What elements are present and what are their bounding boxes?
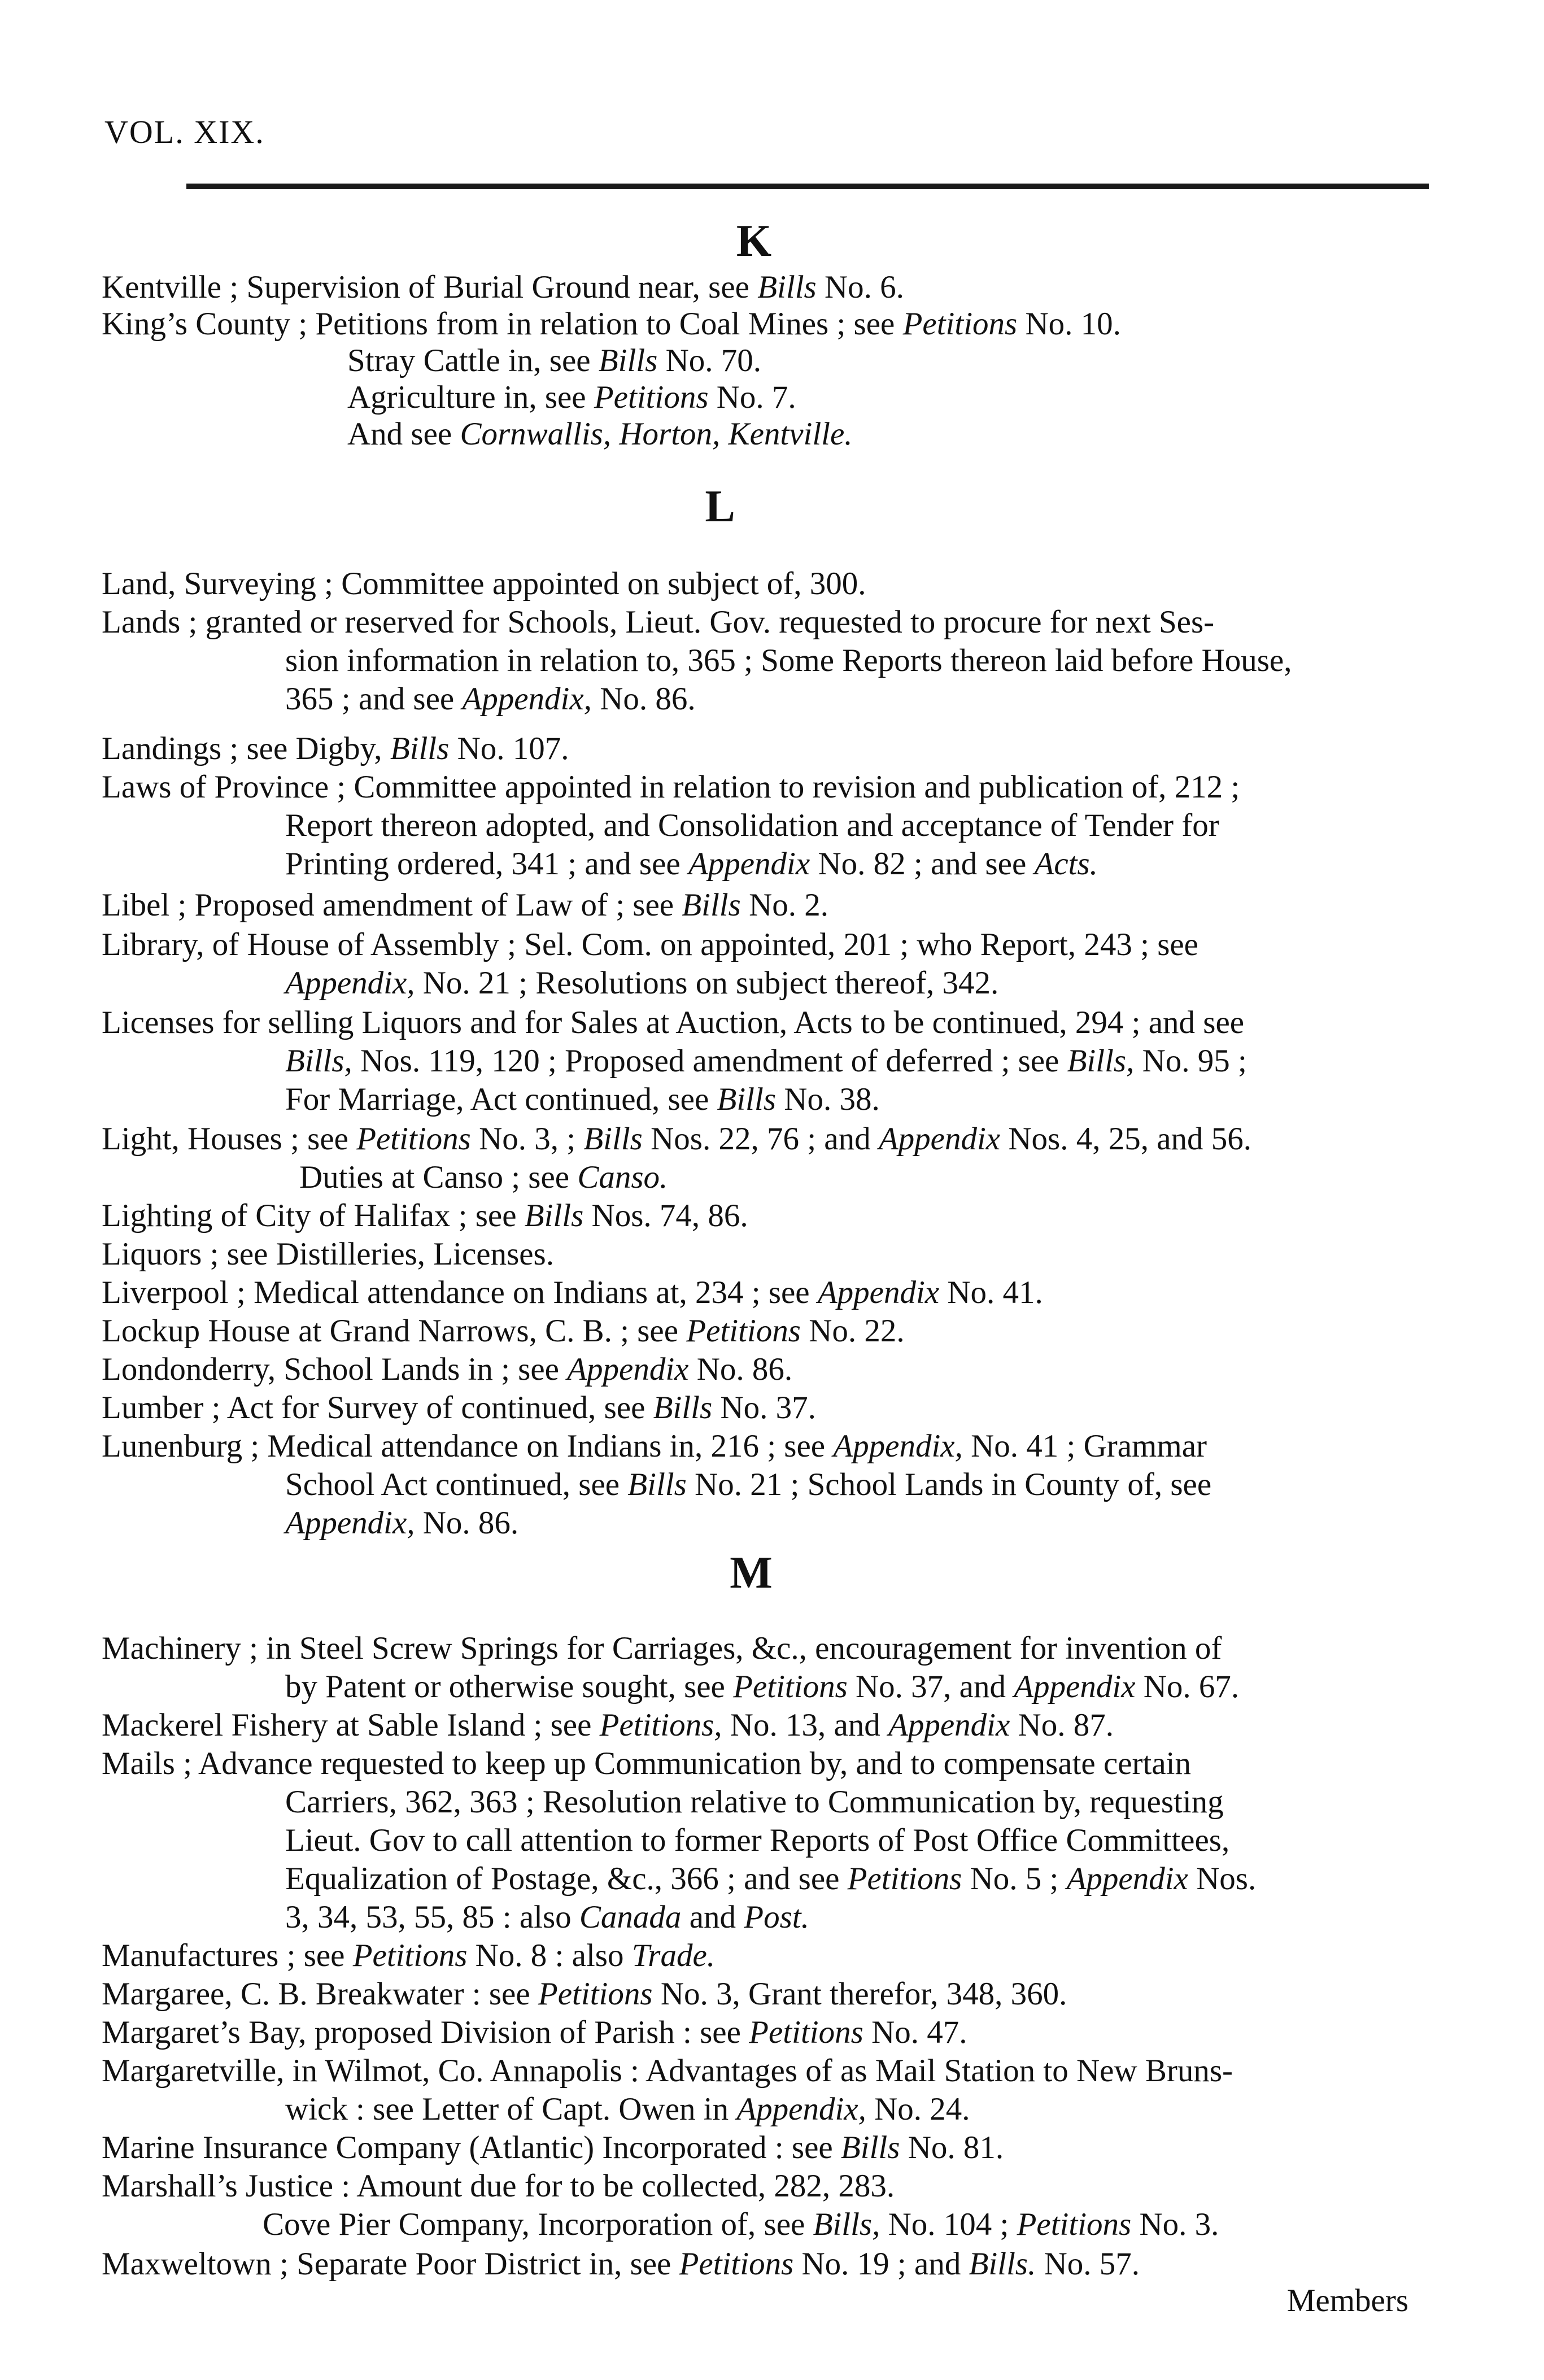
entry-mails-cont2: Lieut. Gov to call attention to former Reports of Post Office Committees, <box>285 1823 1230 1858</box>
entry-lands-cont: sion information in relation to, 365 ; Some Reports thereon laid before House, <box>285 643 1292 678</box>
entry-library: Library, of House of Assembly ; Sel. Com. on appointed, 201 ; who Report, 243 ; see <box>102 927 1198 962</box>
entry-margarets-bay: Margaret’s Bay, proposed Division of Parish : see Petitions No. 47. <box>102 2015 967 2050</box>
entry-margaretville: Margaretville, in Wilmot, Co. Annapolis : Advantages of as Mail Station to New Bruns- <box>102 2053 1233 2089</box>
entry-machinery-cont: by Patent or otherwise sought, see Petitions No. 37, and Appendix No. 67. <box>285 1669 1240 1705</box>
section-letter-l: L <box>705 482 735 531</box>
entry-libel: Libel ; Proposed amendment of Law of ; see Bills No. 2. <box>102 887 828 923</box>
catchword: Members <box>1286 2283 1408 2318</box>
entry-laws-cont2: Printing ordered, 341 ; and see Appendix No. 82 ; and see Acts. <box>285 846 1098 882</box>
entry-laws-cont: Report thereon adopted, and Consolidation and acceptance of Tender for <box>285 808 1219 843</box>
entry-kings-stray-cattle: Stray Cattle in, see Bills No. 70. <box>347 343 761 378</box>
entry-lands-cont2: 365 ; and see Appendix, No. 86. <box>285 681 696 717</box>
entry-kings-agriculture: Agriculture in, see Petitions No. 7. <box>347 380 796 415</box>
entry-kings-see-also: And see Cornwallis, Horton, Kentville. <box>347 416 853 452</box>
entry-lumber: Lumber ; Act for Survey of continued, see Bills No. 37. <box>102 1390 816 1426</box>
entry-kings-county: King’s County ; Petitions from in relation to Coal Mines ; see Petitions No. 10. <box>102 306 1121 342</box>
entry-mails-cont3: Equalization of Postage, &c., 366 ; and see Petitions No. 5 ; Appendix Nos. <box>285 1861 1257 1897</box>
entry-light-houses: Light, Houses ; see Petitions No. 3, ; Bills Nos. 22, 76 ; and Appendix Nos. 4, 25, and 56. <box>102 1121 1252 1157</box>
entry-liverpool: Liverpool ; Medical attendance on Indians at, 234 ; see Appendix No. 41. <box>102 1275 1043 1310</box>
entry-licenses-cont: Bills, Nos. 119, 120 ; Proposed amendment of deferred ; see Bills, No. 95 ; <box>285 1043 1247 1079</box>
entry-margaree: Margaree, C. B. Breakwater : see Petitions No. 3, Grant therefor, 348, 360. <box>102 1976 1067 2012</box>
entry-maxweltown: Maxweltown ; Separate Poor District in, see Petitions No. 19 ; and Bills. No. 57. <box>102 2246 1140 2282</box>
entry-kentville: Kentville ; Supervision of Burial Ground near, see Bills No. 6. <box>102 269 904 305</box>
entry-lands: Lands ; granted or reserved for Schools, Lieut. Gov. requested to procure for next Ses- <box>102 604 1215 640</box>
entry-lockup-house: Lockup House at Grand Narrows, C. B. ; see Petitions No. 22. <box>102 1313 905 1349</box>
entry-light-duties: Duties at Canso ; see Canso. <box>299 1160 668 1195</box>
entry-londonderry: Londonderry, School Lands in ; see Appendix No. 86. <box>102 1352 793 1387</box>
entry-cove-pier: Cove Pier Company, Incorporation of, see Bills, No. 104 ; Petitions No. 3. <box>263 2207 1219 2242</box>
entry-mails-cont: Carriers, 362, 363 ; Resolution relative to Communication by, requesting <box>285 1784 1224 1820</box>
entry-licenses-marriage: For Marriage, Act continued, see Bills No. 38. <box>285 1082 880 1117</box>
entry-lunenburg-cont: School Act continued, see Bills No. 21 ; School Lands in County of, see <box>285 1467 1212 1502</box>
entry-mails: Mails ; Advance requested to keep up Communication by, and to compensate certain <box>102 1746 1192 1781</box>
entry-machinery: Machinery ; in Steel Screw Springs for Carriages, &c., encouragement for invention of <box>102 1631 1222 1666</box>
header-rule <box>186 184 1429 189</box>
entry-landings: Landings ; see Digby, Bills No. 107. <box>102 731 569 766</box>
entry-mails-cont4: 3, 34, 53, 55, 85 : also Canada and Post. <box>285 1899 809 1935</box>
entry-lunenburg-cont2: Appendix, No. 86. <box>285 1505 519 1541</box>
entry-margaretville-cont: wick : see Letter of Capt. Owen in Appendix, No. 24. <box>285 2091 970 2127</box>
entry-marshalls-justice: Marshall’s Justice : Amount due for to be collected, 282, 283. <box>102 2168 895 2204</box>
entry-marine-insurance: Marine Insurance Company (Atlantic) Incorporated : see Bills No. 81. <box>102 2130 1004 2165</box>
entry-liquors: Liquors ; see Distilleries, Licenses. <box>102 1236 554 1272</box>
volume-header: VOL. XIX. <box>104 114 265 150</box>
entry-laws: Laws of Province ; Committee appointed in relation to revision and publication of, 212 ; <box>102 769 1240 805</box>
entry-manufactures: Manufactures ; see Petitions No. 8 : also Trade. <box>102 1938 716 1973</box>
entry-land: Land, Surveying ; Committee appointed on subject of, 300. <box>102 566 866 601</box>
entry-licenses: Licenses for selling Liquors and for Sales at Auction, Acts to be continued, 294 ; and see <box>102 1005 1245 1040</box>
entry-lunenburg: Lunenburg ; Medical attendance on Indians in, 216 ; see Appendix, No. 41 ; Grammar <box>102 1428 1207 1464</box>
entry-mackerel-fishery: Mackerel Fishery at Sable Island ; see Petitions, No. 13, and Appendix No. 87. <box>102 1707 1114 1743</box>
entry-lighting: Lighting of City of Halifax ; see Bills Nos. 74, 86. <box>102 1198 748 1233</box>
section-letter-m: M <box>730 1548 773 1598</box>
section-letter-k: K <box>736 216 772 266</box>
entry-library-cont: Appendix, No. 21 ; Resolutions on subject thereof, 342. <box>285 965 999 1001</box>
